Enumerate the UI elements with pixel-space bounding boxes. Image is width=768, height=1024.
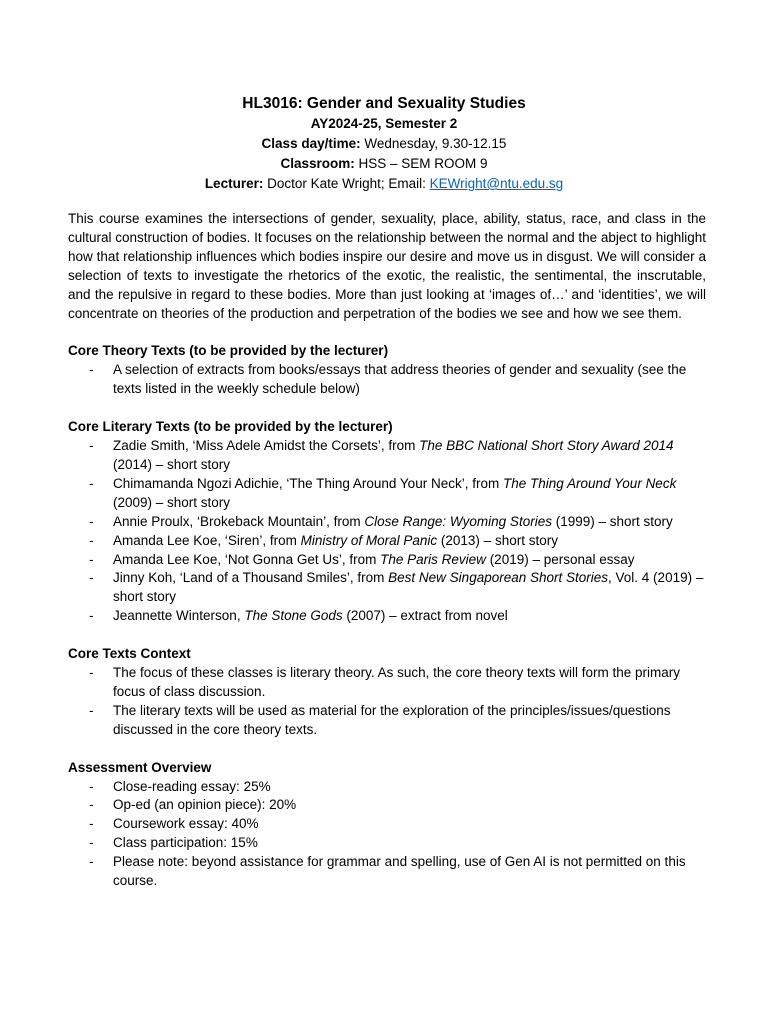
literary-item-detail: (2019) – personal essay xyxy=(485,551,635,567)
lecturer-email-link[interactable]: KEWright@ntu.edu.sg xyxy=(429,176,564,191)
literary-item-source: The BBC National Short Story Award 2014 xyxy=(419,438,674,454)
literary-item-detail: (2013) – short story xyxy=(437,532,558,548)
literary-item xyxy=(68,475,706,513)
dash-bullet: - xyxy=(89,835,94,851)
assessment-item-text: Op-ed (an opinion piece): 20% xyxy=(113,797,297,813)
course-title: HL3016: Gender and Sexuality Studies xyxy=(242,95,526,112)
dash-bullet: - xyxy=(89,532,94,548)
core-literary-heading: Core Literary Texts (to be provided by the lecturer) xyxy=(68,419,393,435)
assessment-heading: Assessment Overview xyxy=(68,759,212,775)
assessment-item xyxy=(68,834,706,853)
literary-item xyxy=(68,551,706,570)
literary-item-author: Amanda Lee Koe, ‘Not Gonna Get Us’, from xyxy=(113,551,381,567)
theory-item xyxy=(68,361,706,399)
literary-item xyxy=(68,513,706,532)
literary-item xyxy=(68,532,706,551)
theory-item-text: A selection of extracts from books/essays that address theories of gender and sexuality (see the texts listed in the weekly schedule below) xyxy=(113,362,687,397)
dash-bullet: - xyxy=(89,797,94,813)
core-context-list xyxy=(68,664,706,740)
course-header xyxy=(0,94,768,194)
literary-item-source: The Paris Review xyxy=(380,551,486,567)
dash-bullet: - xyxy=(89,362,94,378)
literary-item-author: Amanda Lee Koe, ‘Siren’, from xyxy=(113,532,301,548)
assessment-item xyxy=(68,815,706,834)
core-theory-list xyxy=(68,361,706,399)
assessment-item xyxy=(68,778,706,797)
lecturer-label: Lecturer: xyxy=(204,176,264,191)
core-theory-heading: Core Theory Texts (to be provided by the lecturer) xyxy=(68,343,389,359)
literary-item-author: Annie Proulx, ‘Brokeback Mountain’, from xyxy=(113,513,365,529)
literary-item xyxy=(68,607,706,626)
assessment-item-text: Coursework essay: 40% xyxy=(113,816,259,832)
context-item-text: The focus of these classes is literary theory. As such, the core theory texts will form the primary focus of class discussion. xyxy=(113,665,680,699)
literary-item-author: Zadie Smith, ‘Miss Adele Amidst the Corsets’, from xyxy=(113,438,420,454)
literary-item-source: The Thing Around Your Neck xyxy=(502,475,677,491)
dash-bullet: - xyxy=(89,702,94,718)
literary-item-detail: (2009) – short story xyxy=(113,494,231,510)
classroom xyxy=(0,154,768,174)
literary-item-detail: (1999) – short story xyxy=(551,513,673,529)
literary-item-author: Chimamanda Ngozi Adichie, ‘The Thing Around Your Neck’, from xyxy=(113,475,503,491)
dash-bullet: - xyxy=(89,513,94,529)
literary-item-author: Jeannette Winterson, xyxy=(113,608,245,624)
course-description: This course examines the intersections of gender, sexuality, place, ability, status, race, and class in the cultural construction of bodies. It focuses on the relationship between the normal and the abject to highlight how that relationship influences which bodies inspire our desire and move us in disgust. We will consider a selection of texts to investigate the rhetorics of the exotic, the realistic, the sentimental, the inscrutable, and the repulsive in regard to these bodies. More than just looking at ‘images of…’ and ‘identities’, we will concentrate on theories of the production and perpetration of the bodies we see and how we see them. xyxy=(68,211,706,321)
literary-item-detail: (2014) – short story xyxy=(113,456,231,472)
assessment-item-text: Please note: beyond assistance for grammar and spelling, use of Gen AI is not permitted on this course. xyxy=(113,854,686,889)
context-item xyxy=(68,664,706,702)
class-day-label: Class day/time: xyxy=(261,136,361,151)
classroom-value: HSS – SEM ROOM 9 xyxy=(354,156,488,171)
lecturer xyxy=(0,174,768,194)
semester: AY2024-25, Semester 2 xyxy=(310,116,458,131)
assessment-item xyxy=(68,796,706,815)
literary-item-source: Close Range: Wyoming Stories xyxy=(364,513,552,529)
context-item-text: The literary texts will be used as material for the exploration of the principles/issues/questions discussed in the core theory texts. xyxy=(113,702,671,737)
classroom-label: Classroom: xyxy=(280,156,355,171)
literary-item-source: Ministry of Moral Panic xyxy=(300,532,438,548)
dash-bullet: - xyxy=(89,608,94,624)
lecturer-value: Doctor Kate Wright; Email: xyxy=(263,176,430,191)
assessment-item-text: Class participation: 15% xyxy=(113,835,258,851)
core-context-heading: Core Texts Context xyxy=(68,646,191,662)
dash-bullet: - xyxy=(89,570,94,586)
dash-bullet: - xyxy=(89,438,94,454)
class-day-time xyxy=(0,134,768,154)
assessment-item xyxy=(68,853,706,891)
dash-bullet: - xyxy=(89,551,94,567)
literary-item-source: Best New Singaporean Short Stories xyxy=(388,570,609,586)
context-item xyxy=(68,702,706,740)
literary-item xyxy=(68,569,706,607)
dash-bullet: - xyxy=(89,475,94,491)
assessment-list xyxy=(68,778,706,891)
assessment-item-text: Close-reading essay: 25% xyxy=(113,778,271,794)
literary-item-detail: (2007) – extract from novel xyxy=(342,608,508,624)
dash-bullet: - xyxy=(89,816,94,832)
literary-item-source: The Stone Gods xyxy=(244,608,343,624)
literary-item xyxy=(68,437,706,475)
literary-item-author: Jinny Koh, ‘Land of a Thousand Smiles’, from xyxy=(113,570,389,586)
dash-bullet: - xyxy=(89,854,94,870)
core-literary-list xyxy=(68,437,706,626)
class-day-value: Wednesday, 9.30-12.15 xyxy=(360,136,507,151)
literary-item-detail: , Vol. 4 (2019) – short story xyxy=(113,570,704,605)
dash-bullet: - xyxy=(89,778,94,794)
dash-bullet: - xyxy=(89,665,94,681)
document-body xyxy=(68,210,706,910)
